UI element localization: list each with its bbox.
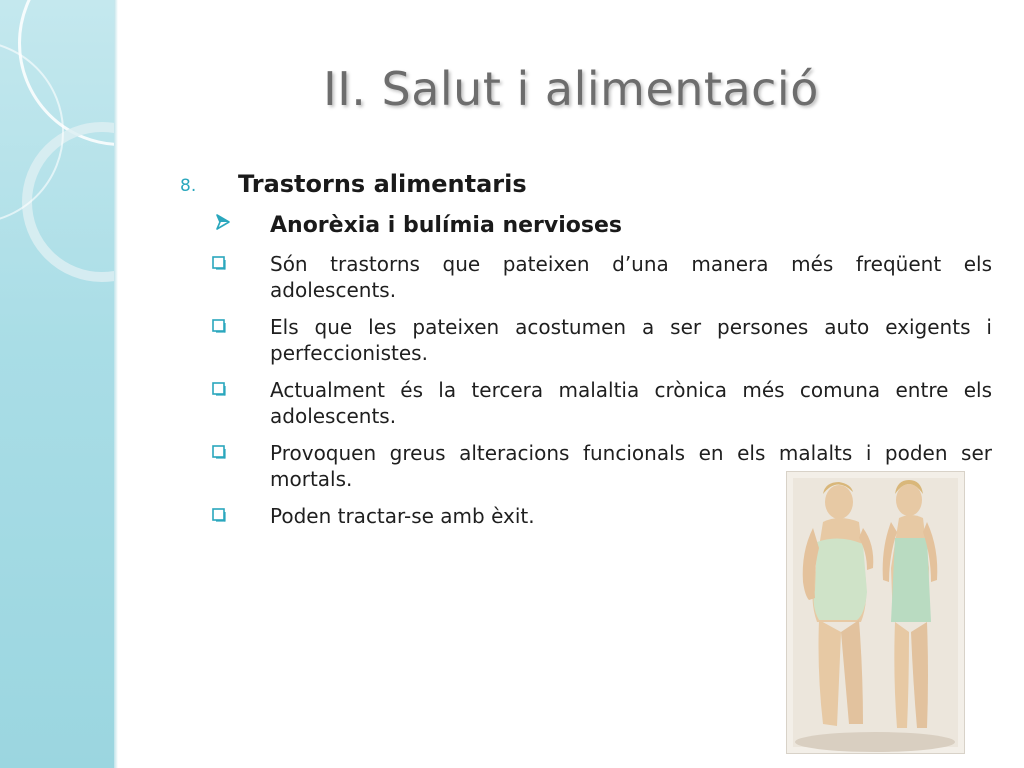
body-image-illustration bbox=[786, 471, 965, 754]
checkbox-icon bbox=[212, 256, 226, 270]
slide-title: II. Salut i alimentació bbox=[323, 62, 819, 116]
checkbox-icon bbox=[212, 382, 226, 396]
decorative-side-panel bbox=[0, 0, 114, 768]
checkbox-icon bbox=[212, 508, 226, 522]
list-item bbox=[212, 377, 992, 429]
list-item bbox=[212, 251, 992, 303]
checkbox-icon bbox=[212, 319, 226, 333]
bullet-text: Provoquen greus alteracions funcionals en els malalts i poden ser mortals. bbox=[270, 441, 992, 491]
bullet-text: Els que les pateixen acostumen a ser persones auto exigents i perfeccionistes. bbox=[270, 315, 992, 365]
section-number: 8. bbox=[180, 176, 197, 196]
checkbox-icon bbox=[212, 445, 226, 459]
bullet-text: Actualment és la tercera malaltia crònica més comuna entre els adolescents. bbox=[270, 378, 992, 428]
section-heading: Trastorns alimentaris bbox=[238, 170, 527, 198]
list-item bbox=[212, 314, 992, 366]
bullet-text: Poden tractar-se amb èxit. bbox=[270, 504, 535, 528]
arrow-right-icon bbox=[214, 213, 232, 231]
bullet-text: Són trastorns que pateixen d’una manera més freqüent els adolescents. bbox=[270, 252, 992, 302]
subsection-heading: Anorèxia i bulímia nervioses bbox=[270, 213, 623, 238]
